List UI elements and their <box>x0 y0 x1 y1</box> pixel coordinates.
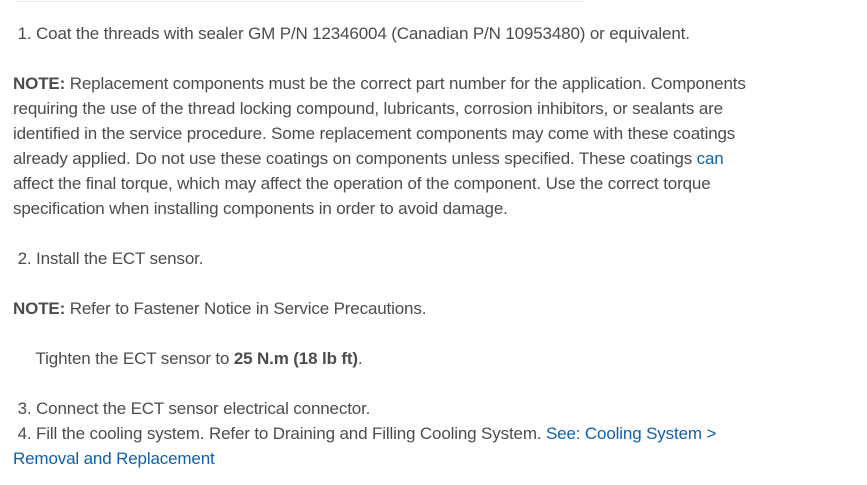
top-divider <box>17 1 584 2</box>
link-see-cooling-system[interactable]: See: Cooling System > <box>545 424 717 443</box>
text-line <box>13 421 857 446</box>
text-segment: specification when installing components in order to avoid damage. <box>13 199 508 218</box>
text-line <box>13 96 857 121</box>
text-segment: 2. Install the ECT sensor. <box>13 249 204 268</box>
text-line <box>13 121 857 146</box>
link-can[interactable]: can <box>696 149 724 168</box>
torque-spec <box>13 346 857 371</box>
text-segment: identified in the service procedure. Some replacement components may come with these coatings <box>13 124 736 143</box>
text-segment: . <box>357 349 363 368</box>
note-replacement-components <box>13 71 857 221</box>
text-line <box>13 296 857 321</box>
text-segment: requiring the use of the thread locking compound, lubricants, corrosion inhibitors, or sealants are <box>13 99 723 118</box>
text-segment: Replacement components must be the correct part number for the application. Components <box>65 74 746 93</box>
text-line <box>13 171 857 196</box>
text-line <box>13 146 857 171</box>
torque-value: 25 N.m (18 lb ft) <box>233 349 358 368</box>
text-segment: 3. Connect the ECT sensor electrical connector. <box>13 399 371 418</box>
step-1 <box>13 21 857 46</box>
text-line <box>13 196 857 221</box>
text-line <box>13 246 857 271</box>
text-segment: 4. Fill the cooling system. Refer to Draining and Filling Cooling System. <box>13 424 546 443</box>
text-segment: Tighten the ECT sensor to <box>13 349 234 368</box>
link-removal-and-replacement[interactable]: Removal and Replacement <box>13 449 215 468</box>
note-fastener-notice <box>13 296 857 321</box>
text-segment: already applied. Do not use these coatings on components unless specified. These coatings <box>13 149 697 168</box>
text-segment: 1. Coat the threads with sealer GM P/N 12346004 (Canadian P/N 10953480) or equivalent. <box>13 24 690 43</box>
text-line <box>13 21 857 46</box>
note-label: NOTE: <box>13 299 66 318</box>
text-segment: Refer to Fastener Notice in Service Precautions. <box>65 299 427 318</box>
note-label: NOTE: <box>13 74 66 93</box>
text-line <box>13 71 857 96</box>
text-segment: affect the final torque, which may affect the operation of the component. Use the correct torque <box>13 174 711 193</box>
text-line <box>13 346 857 371</box>
steps-3-4 <box>13 396 857 471</box>
step-2 <box>13 246 857 271</box>
text-line <box>13 446 857 471</box>
text-line <box>13 396 857 421</box>
